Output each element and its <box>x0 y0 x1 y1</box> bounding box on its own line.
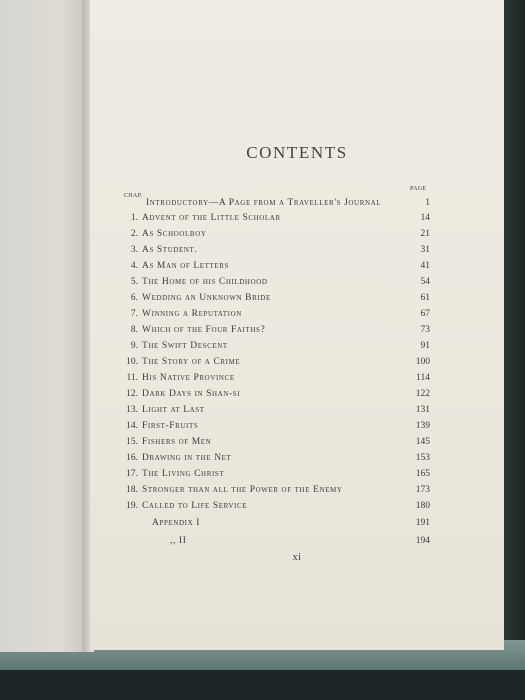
contents-page <box>90 0 504 650</box>
toc-chapter-row <box>90 277 504 293</box>
toc-chapter-number: 19. <box>126 501 138 511</box>
toc-chapter-row <box>90 421 504 437</box>
toc-appendix-row <box>90 536 504 552</box>
toc-appendix-title: Appendix I <box>152 518 200 528</box>
toc-chapter-title: Stronger than all the Power of the Enemy <box>142 485 343 495</box>
toc-chapter-row <box>90 405 504 421</box>
chapter-column-label: CHAP. <box>124 193 143 199</box>
toc-chapter-title: The Swift Descent <box>142 341 228 351</box>
page-column-label: PAGE <box>410 186 427 192</box>
page-number: xi <box>292 552 302 563</box>
toc-chapter-page: 122 <box>415 389 430 399</box>
toc-chapter-page: 173 <box>415 485 430 495</box>
toc-chapter-number: 5. <box>130 277 138 287</box>
toc-appendix-page: 194 <box>415 536 430 546</box>
toc-chapter-page: 14 <box>420 213 430 223</box>
toc-chapter-page: 139 <box>415 421 430 431</box>
toc-chapter-page: 131 <box>415 405 430 415</box>
toc-chapter-number: 12. <box>126 389 138 399</box>
toc-chapter-title: Called to Life Service <box>142 501 248 511</box>
toc-chapter-title: Which of the Four Faiths? <box>142 325 266 335</box>
toc-chapter-row <box>90 261 504 277</box>
toc-chapter-number: 16. <box>126 453 138 463</box>
left-page <box>0 0 86 652</box>
toc-chapter-number: 8. <box>130 325 138 335</box>
toc-chapter-row <box>90 341 504 357</box>
toc-chapter-number: 9. <box>130 341 138 351</box>
toc-chapter-page: 73 <box>420 325 430 335</box>
page-title: CONTENTS <box>246 143 348 162</box>
toc-chapter-page: 61 <box>420 293 430 303</box>
toc-intro-page: 1 <box>425 198 430 208</box>
toc-chapter-row <box>90 469 504 485</box>
toc-chapter-row <box>90 229 504 245</box>
toc-chapter-page: 91 <box>420 341 430 351</box>
toc-chapter-title: Wedding an Unknown Bride <box>142 293 271 303</box>
toc-chapter-number: 7. <box>130 309 138 319</box>
toc-chapter-row <box>90 373 504 389</box>
toc-chapter-number: 2. <box>130 229 138 239</box>
toc-chapter-page: 67 <box>420 309 430 319</box>
toc-chapter-row <box>90 213 504 229</box>
toc-chapter-page: 31 <box>420 245 430 255</box>
toc-chapter-number: 3. <box>130 245 138 255</box>
toc-chapter-number: 1. <box>130 213 138 223</box>
toc-appendix-title: ,, II <box>170 536 187 546</box>
toc-chapter-row <box>90 485 504 501</box>
toc-chapter-title: As Man of Letters <box>142 261 230 271</box>
toc-chapter-title: Dark Days in Shan-si <box>142 389 241 399</box>
toc-chapter-number: 17. <box>126 469 138 479</box>
toc-chapter-page: 21 <box>420 229 430 239</box>
toc-chapter-title: Winning a Reputation <box>142 309 242 319</box>
toc-chapter-page: 165 <box>415 469 430 479</box>
toc-chapter-number: 15. <box>126 437 138 447</box>
toc-chapter-row <box>90 437 504 453</box>
toc-chapter-number: 6. <box>130 293 138 303</box>
toc-chapter-page: 180 <box>415 501 430 511</box>
toc-appendix-row <box>90 518 504 534</box>
toc-chapter-page: 114 <box>416 373 430 383</box>
toc-chapter-row <box>90 293 504 309</box>
toc-intro-row <box>90 198 504 214</box>
toc-chapter-row <box>90 357 504 373</box>
toc-chapter-page: 54 <box>420 277 430 287</box>
toc-chapter-title: The Living Christ <box>142 469 225 479</box>
toc-intro-title: Introductory—A Page from a Traveller's Journal <box>146 198 382 208</box>
toc-chapter-row <box>90 325 504 341</box>
toc-appendix-page: 191 <box>415 518 430 528</box>
toc-chapter-page: 100 <box>415 357 430 367</box>
toc-chapter-title: As Student. <box>142 245 198 255</box>
toc-chapter-title: Drawing in the Net <box>142 453 232 463</box>
toc-chapter-row <box>90 501 504 517</box>
toc-chapter-row <box>90 309 504 325</box>
toc-chapter-number: 18. <box>126 485 138 495</box>
toc-chapter-title: The Story of a Crime <box>142 357 241 367</box>
toc-chapter-title: As Schoolboy <box>142 229 207 239</box>
toc-chapter-number: 10. <box>126 357 138 367</box>
toc-chapter-number: 11. <box>126 373 138 383</box>
toc-chapter-row <box>90 389 504 405</box>
toc-chapter-page: 41 <box>420 261 430 271</box>
toc-chapter-title: First-Fruits <box>142 421 199 431</box>
toc-chapter-title: Light at Last <box>142 405 205 415</box>
toc-chapter-title: Advent of the Little Scholar <box>142 213 281 223</box>
toc-chapter-title: His Native Province <box>142 373 235 383</box>
toc-chapter-number: 14. <box>126 421 138 431</box>
toc-chapter-row <box>90 245 504 261</box>
toc-chapter-title: The Home of his Childhood <box>142 277 268 287</box>
toc-chapter-title: Fishers of Men <box>142 437 212 447</box>
toc-chapter-page: 145 <box>415 437 430 447</box>
toc-chapter-row <box>90 453 504 469</box>
toc-chapter-number: 13. <box>126 405 138 415</box>
toc-chapter-number: 4. <box>130 261 138 271</box>
toc-chapter-page: 153 <box>415 453 430 463</box>
